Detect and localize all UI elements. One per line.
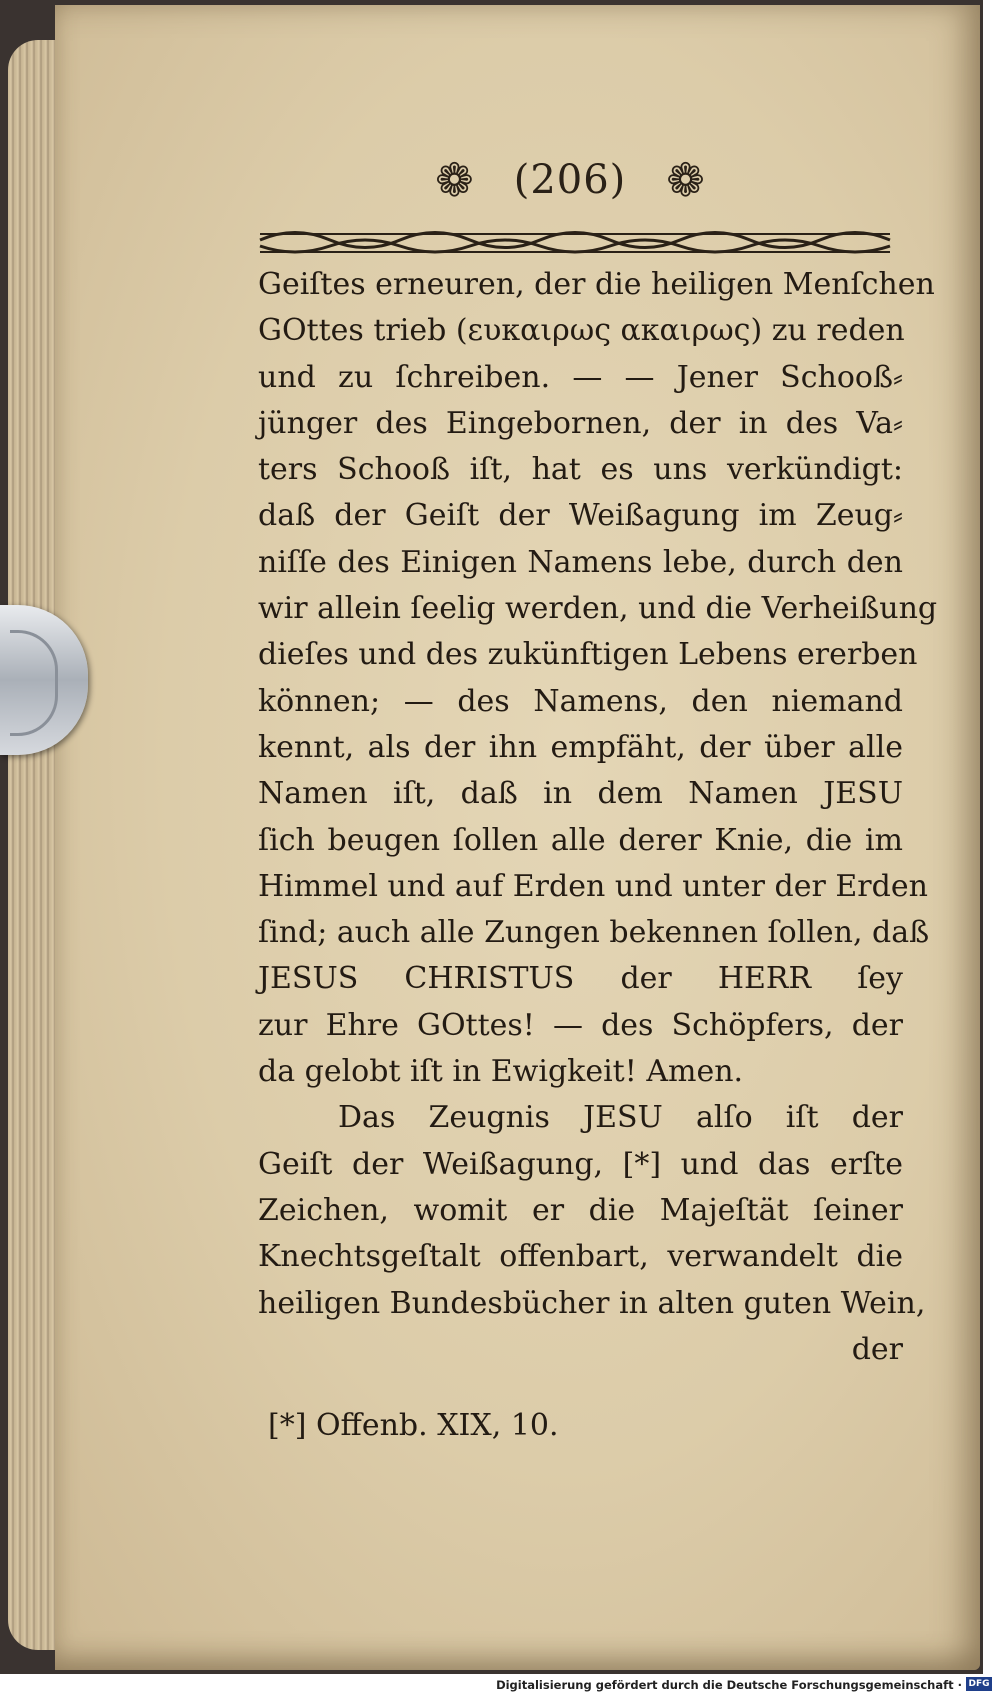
text-line: da gelobt iſt in Ewigkeit! Amen. (258, 1054, 744, 1090)
text-line: Geiſt der Weißagung, [*] und das erſte (258, 1146, 903, 1182)
text-line: wir allein ſeelig werden, und die Verheißung (258, 591, 938, 627)
page-header (250, 150, 890, 210)
banner-text: Digitalisierung gefördert durch die Deutsche Forschungsgemeinschaft · (496, 1678, 962, 1692)
text-line: daß der Geiſt der Weißagung im Zeug⸗ (258, 498, 903, 534)
text-line: zur Ehre GOttes! — des Schöpfers, der (258, 1007, 903, 1043)
text-line: JESUS CHRISTUS der HERR ſey (258, 961, 903, 997)
text-line: Zeichen, womit er die Majeſtät ſeiner (258, 1192, 903, 1228)
decorative-rule (255, 220, 895, 260)
text-line: heiligen Bundesbücher in alten guten Wein, (258, 1285, 926, 1321)
text-line: können; — des Namens, den niemand (258, 683, 903, 719)
footnote: [*] Offenb. XIX, 10. (268, 1408, 559, 1443)
digitization-banner (0, 1674, 1000, 1695)
text-line: Namen iſt, daß in dem Namen JESU (258, 776, 903, 812)
text-line: Himmel und auf Erden und unter der Erden (258, 868, 928, 904)
catchword: der (851, 1331, 903, 1367)
text-line: ſind; auch alle Zungen bekennen ſollen, daß (258, 915, 930, 951)
text-line: Knechtsgeſtalt offenbart, verwandelt die (258, 1239, 903, 1275)
text-line: Geiſtes erneuren, der die heiligen Menſchen (258, 267, 935, 302)
body-text (258, 262, 938, 1373)
text-line: ters Schooß iſt, hat es uns verkündigt: (258, 452, 903, 488)
text-line: GOttes trieb (ευκαιρως ακαιρως) zu reden (258, 313, 905, 349)
text-line: Das Zeugnis JESU alſo iſt der (338, 1100, 903, 1136)
flower-ornament-icon: ❁ (666, 153, 705, 207)
flower-ornament-icon: ❁ (435, 153, 474, 207)
text-line: und zu ſchreiben. — — Jener Schooß⸗ (258, 359, 903, 395)
text-line: ſich beugen ſollen alle derer Knie, die im (258, 822, 903, 858)
text-line: jünger des Eingebornen, der in des Va⸗ (258, 405, 903, 441)
dfg-logo: DFG (966, 1677, 992, 1691)
text-line: dieſes und des zukünftigen Lebens ererben (258, 637, 918, 673)
text-line: niſſe des Einigen Namens lebe, durch den (258, 544, 903, 580)
text-line: kennt, als der ihn empfäht, der über alle (258, 729, 903, 765)
page-number: (206) (513, 157, 627, 203)
